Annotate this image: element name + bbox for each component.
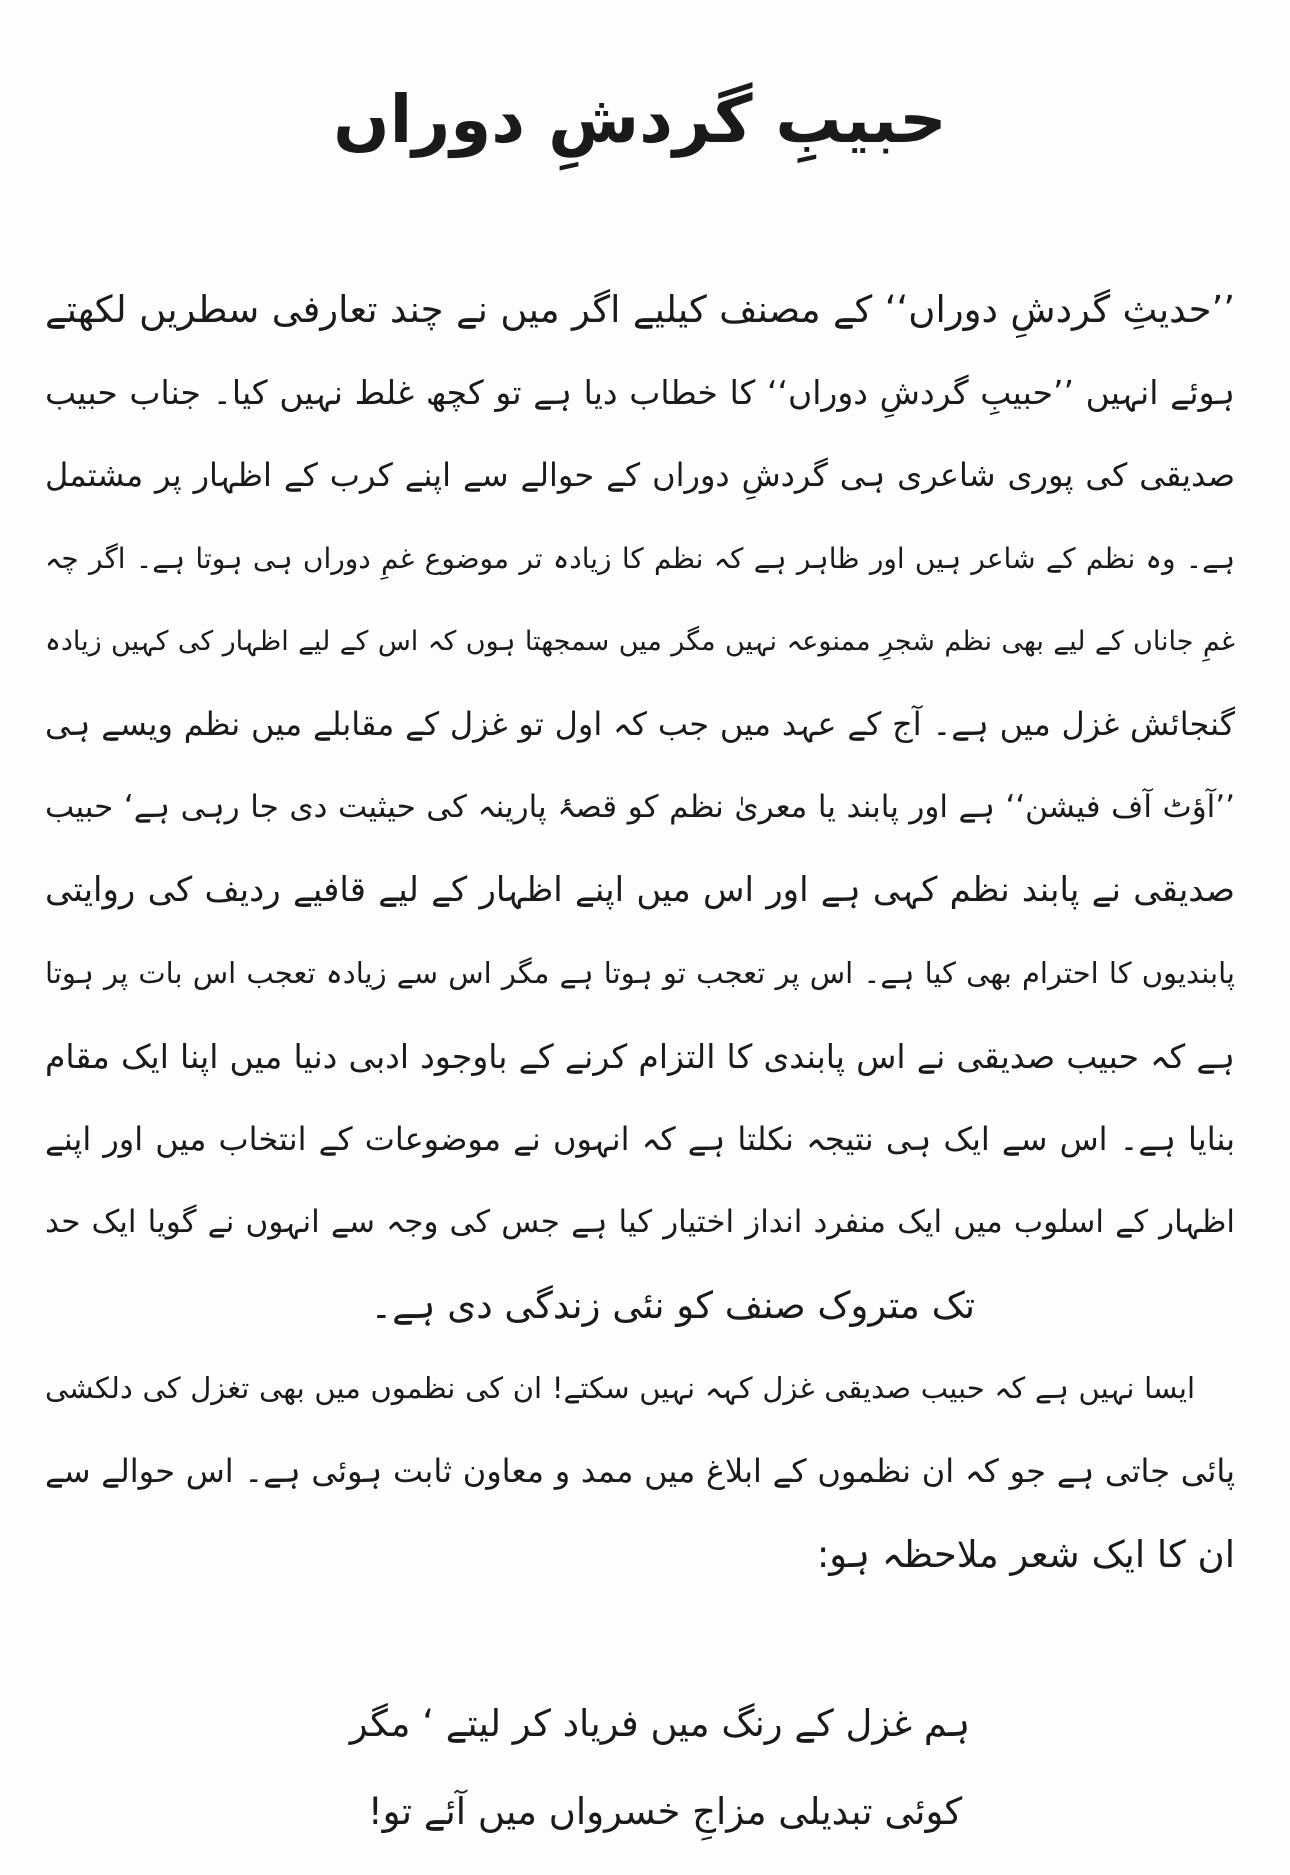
text-line: گنجائش غزل میں ہے۔ آج کے عہد میں جب کہ اول تو غزل کے مقابلے میں نظم ویسے ہی: [45, 705, 1235, 743]
text-line: ’’حدیثِ گردشِ دوراں‘‘ کے مصنف کیلیے اگر میں نے چند تعارفی سطریں لکھتے: [45, 288, 1235, 331]
verse-line-1: ہم غزل کے رنگ میں فریاد کر لیتے ‘ مگر: [349, 1702, 971, 1745]
text-line: ان کا ایک شعر ملاحظہ ہو:: [816, 1533, 1235, 1576]
text-line: صدیقی کی پوری شاعری ہی گردشِ دوراں کے حوالے سے اپنے کرب کے اظہار پر مشتمل: [45, 456, 1235, 494]
text-line: غمِ جاناں کے لیے بھی نظم شجرِ ممنوعہ نہیں مگر میں سمجھتا ہوں کہ اس کے لیے اظہار کی کہیں زیادہ: [45, 626, 1235, 657]
article-body: [45, 268, 1235, 1596]
text-line: ’’آؤٹ آف فیشن‘‘ ہے اور پابند یا معریٰ نظم کو قصۂ پارینہ کی حیثیت دی جا رہی ہے‘ حبیب: [45, 789, 1235, 825]
text-line: ہے۔ وہ نظم کے شاعر ہیں اور ظاہر ہے کہ نظم کا زیادہ تر موضوع غمِ دوراں ہی ہوتا ہے۔ اگر چہ: [45, 542, 1235, 575]
text-line: اظہار کے اسلوب میں ایک منفرد انداز اختیار کیا ہے جس کی وجہ سے انہوں نے گویا ایک حد: [45, 1204, 1235, 1240]
text-line: پابندیوں کا احترام بھی کیا ہے۔ اس پر تعجب تو ہوتا ہے مگر اس سے زیادہ تعجب اس بات پر ہوتا: [45, 956, 1235, 990]
text-line: صدیقی نے پابند نظم کہی ہے اور اس میں اپنے اظہار کے لیے قافیے ردیف کی روایتی: [45, 870, 1235, 910]
poetry-verse: [0, 1680, 1290, 1856]
text-line: ہوئے انہیں ’’حبیبِ گردشِ دوراں‘‘ کا خطاب دیا ہے تو کچھ غلط نہیں کیا۔ جناب حبیب: [45, 373, 1235, 412]
text-line: بنایا ہے۔ اس سے ایک ہی نتیجہ نکلتا ہے کہ انہوں نے موضوعات کے انتخاب میں اور اپنے: [45, 1120, 1235, 1158]
text-line: پائی جاتی ہے جو کہ ان نظموں کے ابلاغ میں ممد و معاون ثابت ہوئی ہے۔ اس حوالے سے: [45, 1452, 1235, 1490]
verse-line-2: کوئی تبدیلی مزاجِ خسرواں میں آئے تو!: [367, 1790, 963, 1833]
text-line: تک متروک صنف کو نئی زندگی دی ہے۔: [370, 1284, 975, 1327]
paragraph-2: [45, 1347, 1235, 1596]
paragraph-1: [45, 268, 1235, 1347]
text-line: ہے کہ حبیب صدیقی نے اس پابندی کا التزام کرنے کے باوجود ادبی دنیا میں اپنا ایک مقام: [45, 1037, 1235, 1076]
page-title: حبیبِ گردشِ دوراں: [333, 81, 947, 158]
text-line: ایسا نہیں ہے کہ حبیب صدیقی غزل کہہ نہیں سکتے! ان کی نظموں میں بھی تغزل کی دلکشی: [45, 1371, 1195, 1405]
